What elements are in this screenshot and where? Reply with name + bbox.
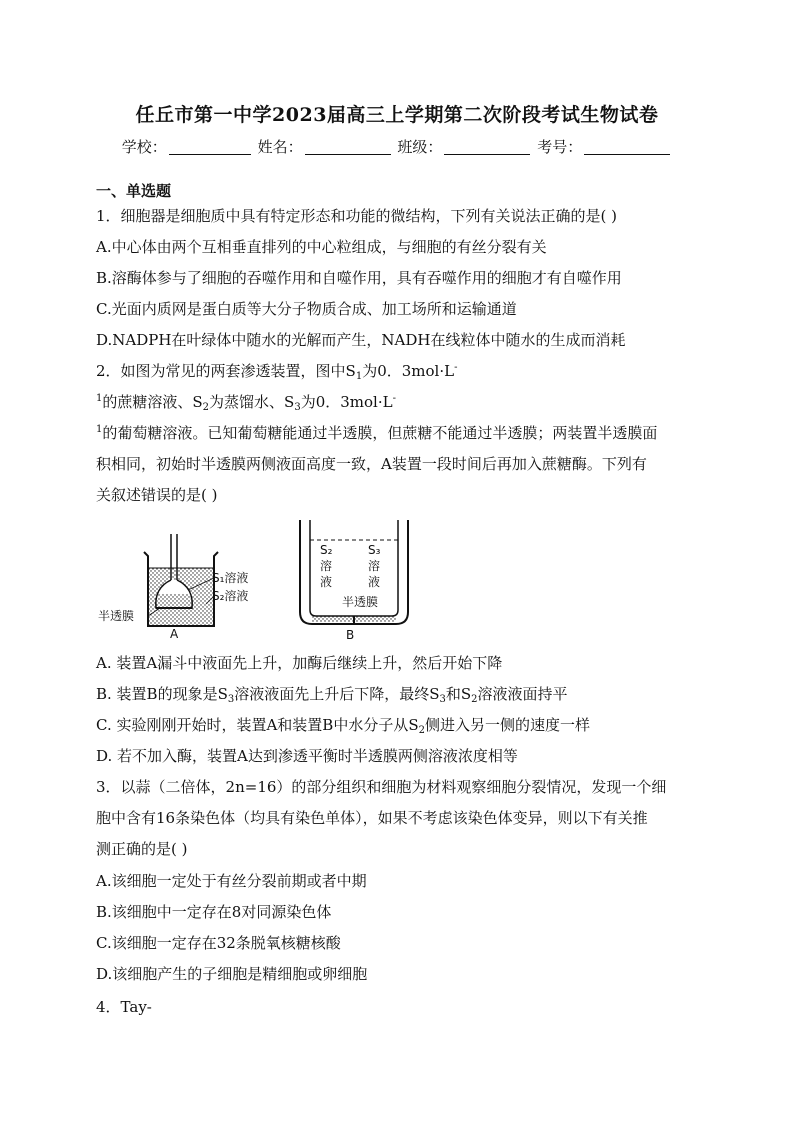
class-label: 班级： xyxy=(397,138,443,156)
q2-stem-line-3: $^1$的葡萄糖溶液。已知葡萄糖能通过半透膜，但蔗糖不能通过半透膜；两装置半透膜面 xyxy=(96,424,658,442)
q3-option-a: A.该细胞一定处于有丝分裂前期或者中期 xyxy=(96,872,367,890)
label-membrane-a: 半透膜 xyxy=(98,609,135,623)
q2-option-d: D. 若不加入酶，装置A达到渗透平衡时半透膜两侧溶液浓度相等 xyxy=(96,747,518,765)
q3-option-c: C.该细胞一定存在32条脱氧核糖核酸 xyxy=(96,934,341,952)
q1-option-a: A.中心体由两个互相垂直排列的中心粒组成，与细胞的有丝分裂有关 xyxy=(96,238,547,256)
label-s3-ye: 液 xyxy=(368,575,381,589)
page-title: 任丘市第一中学2023届高三上学期第二次阶段考试生物试卷 xyxy=(135,104,659,126)
caption-a: A xyxy=(170,627,179,641)
q3-option-d: D.该细胞产生的子细胞是精细胞或卵细胞 xyxy=(96,965,368,983)
student-info-row xyxy=(0,136,794,157)
q3-stem-line-3: 测正确的是( ) xyxy=(96,840,188,858)
q2-stem-line-2: $^1$的蔗糖溶液、$S_2$为蒸馏水、$S_3$为0．3mol·L- xyxy=(96,393,396,413)
q2-stem-line-5: 关叙述错误的是( ) xyxy=(96,486,218,504)
section-heading: 一、单选题 xyxy=(96,182,172,200)
label-s3-rong: 溶 xyxy=(368,559,381,573)
school-blank[interactable] xyxy=(169,139,251,155)
q4-stem: 4．Tay- xyxy=(96,998,152,1016)
q2-option-c: C. 实验刚刚开始时，装置A和装置B中水分子从$S_2$侧进入另一侧的速度一样 xyxy=(96,716,591,736)
exam-no-label: 考号： xyxy=(537,138,583,156)
q2-stem-line-1: 2．如图为常见的两套渗透装置，图中$S_1$为0．3mol·L- xyxy=(96,362,458,382)
school-label: 学校： xyxy=(121,138,167,156)
label-s2: S₂ xyxy=(320,543,333,557)
class-blank[interactable] xyxy=(444,139,530,155)
label-s3: S₃ xyxy=(368,543,381,557)
q3-stem-line-1: 3．以蒜（二倍体，2n=16）的部分组织和细胞为材料观察细胞分裂情况，发现一个细 xyxy=(96,778,667,796)
q2-stem-line-4: 积相同，初始时半透膜两侧液面高度一致，A装置一段时间后再加入蔗糖酶。下列有 xyxy=(96,455,647,473)
funnel-solution xyxy=(156,594,192,608)
label-s2-ye: 液 xyxy=(320,575,333,589)
label-s2-rong: 溶 xyxy=(320,559,333,573)
label-s1-solution: S₁溶液 xyxy=(212,571,249,585)
q1-stem: 1．细胞器是细胞质中具有特定形态和功能的微结构，下列有关说法正确的是( ) xyxy=(96,207,618,225)
device-b xyxy=(300,520,408,642)
q2-option-b: B. 装置B的现象是$S_3$溶液液面先上升后下降，最终$S_3$和$S_2$溶液液面持平 xyxy=(96,685,568,705)
exam-no-blank[interactable] xyxy=(584,139,670,155)
label-s2-solution: S₂溶液 xyxy=(212,589,249,603)
label-membrane-b: 半透膜 xyxy=(342,595,379,609)
osmosis-figure xyxy=(96,512,436,644)
caption-b: B xyxy=(346,628,355,642)
q3-option-b: B.该细胞中一定存在8对同源染色体 xyxy=(96,903,332,921)
q1-option-b: B.溶酶体参与了细胞的吞噬作用和自噬作用，具有吞噬作用的细胞才有自噬作用 xyxy=(96,269,622,287)
q2-option-a: A. 装置A漏斗中液面先上升，加酶后继续上升，然后开始下降 xyxy=(96,654,503,672)
name-blank[interactable] xyxy=(305,139,391,155)
q1-option-c: C.光面内质网是蛋白质等大分子物质合成、加工场所和运输通道 xyxy=(96,300,517,318)
name-label: 姓名： xyxy=(257,138,303,156)
device-a xyxy=(98,534,248,641)
q1-option-d: D.NADPH在叶绿体中随水的光解而产生，NADH在线粒体中随水的生成而消耗 xyxy=(96,331,626,349)
q3-stem-line-2: 胞中含有16条染色体（均具有染色单体），如果不考虑该染色体变异，则以下有关推 xyxy=(96,809,648,827)
